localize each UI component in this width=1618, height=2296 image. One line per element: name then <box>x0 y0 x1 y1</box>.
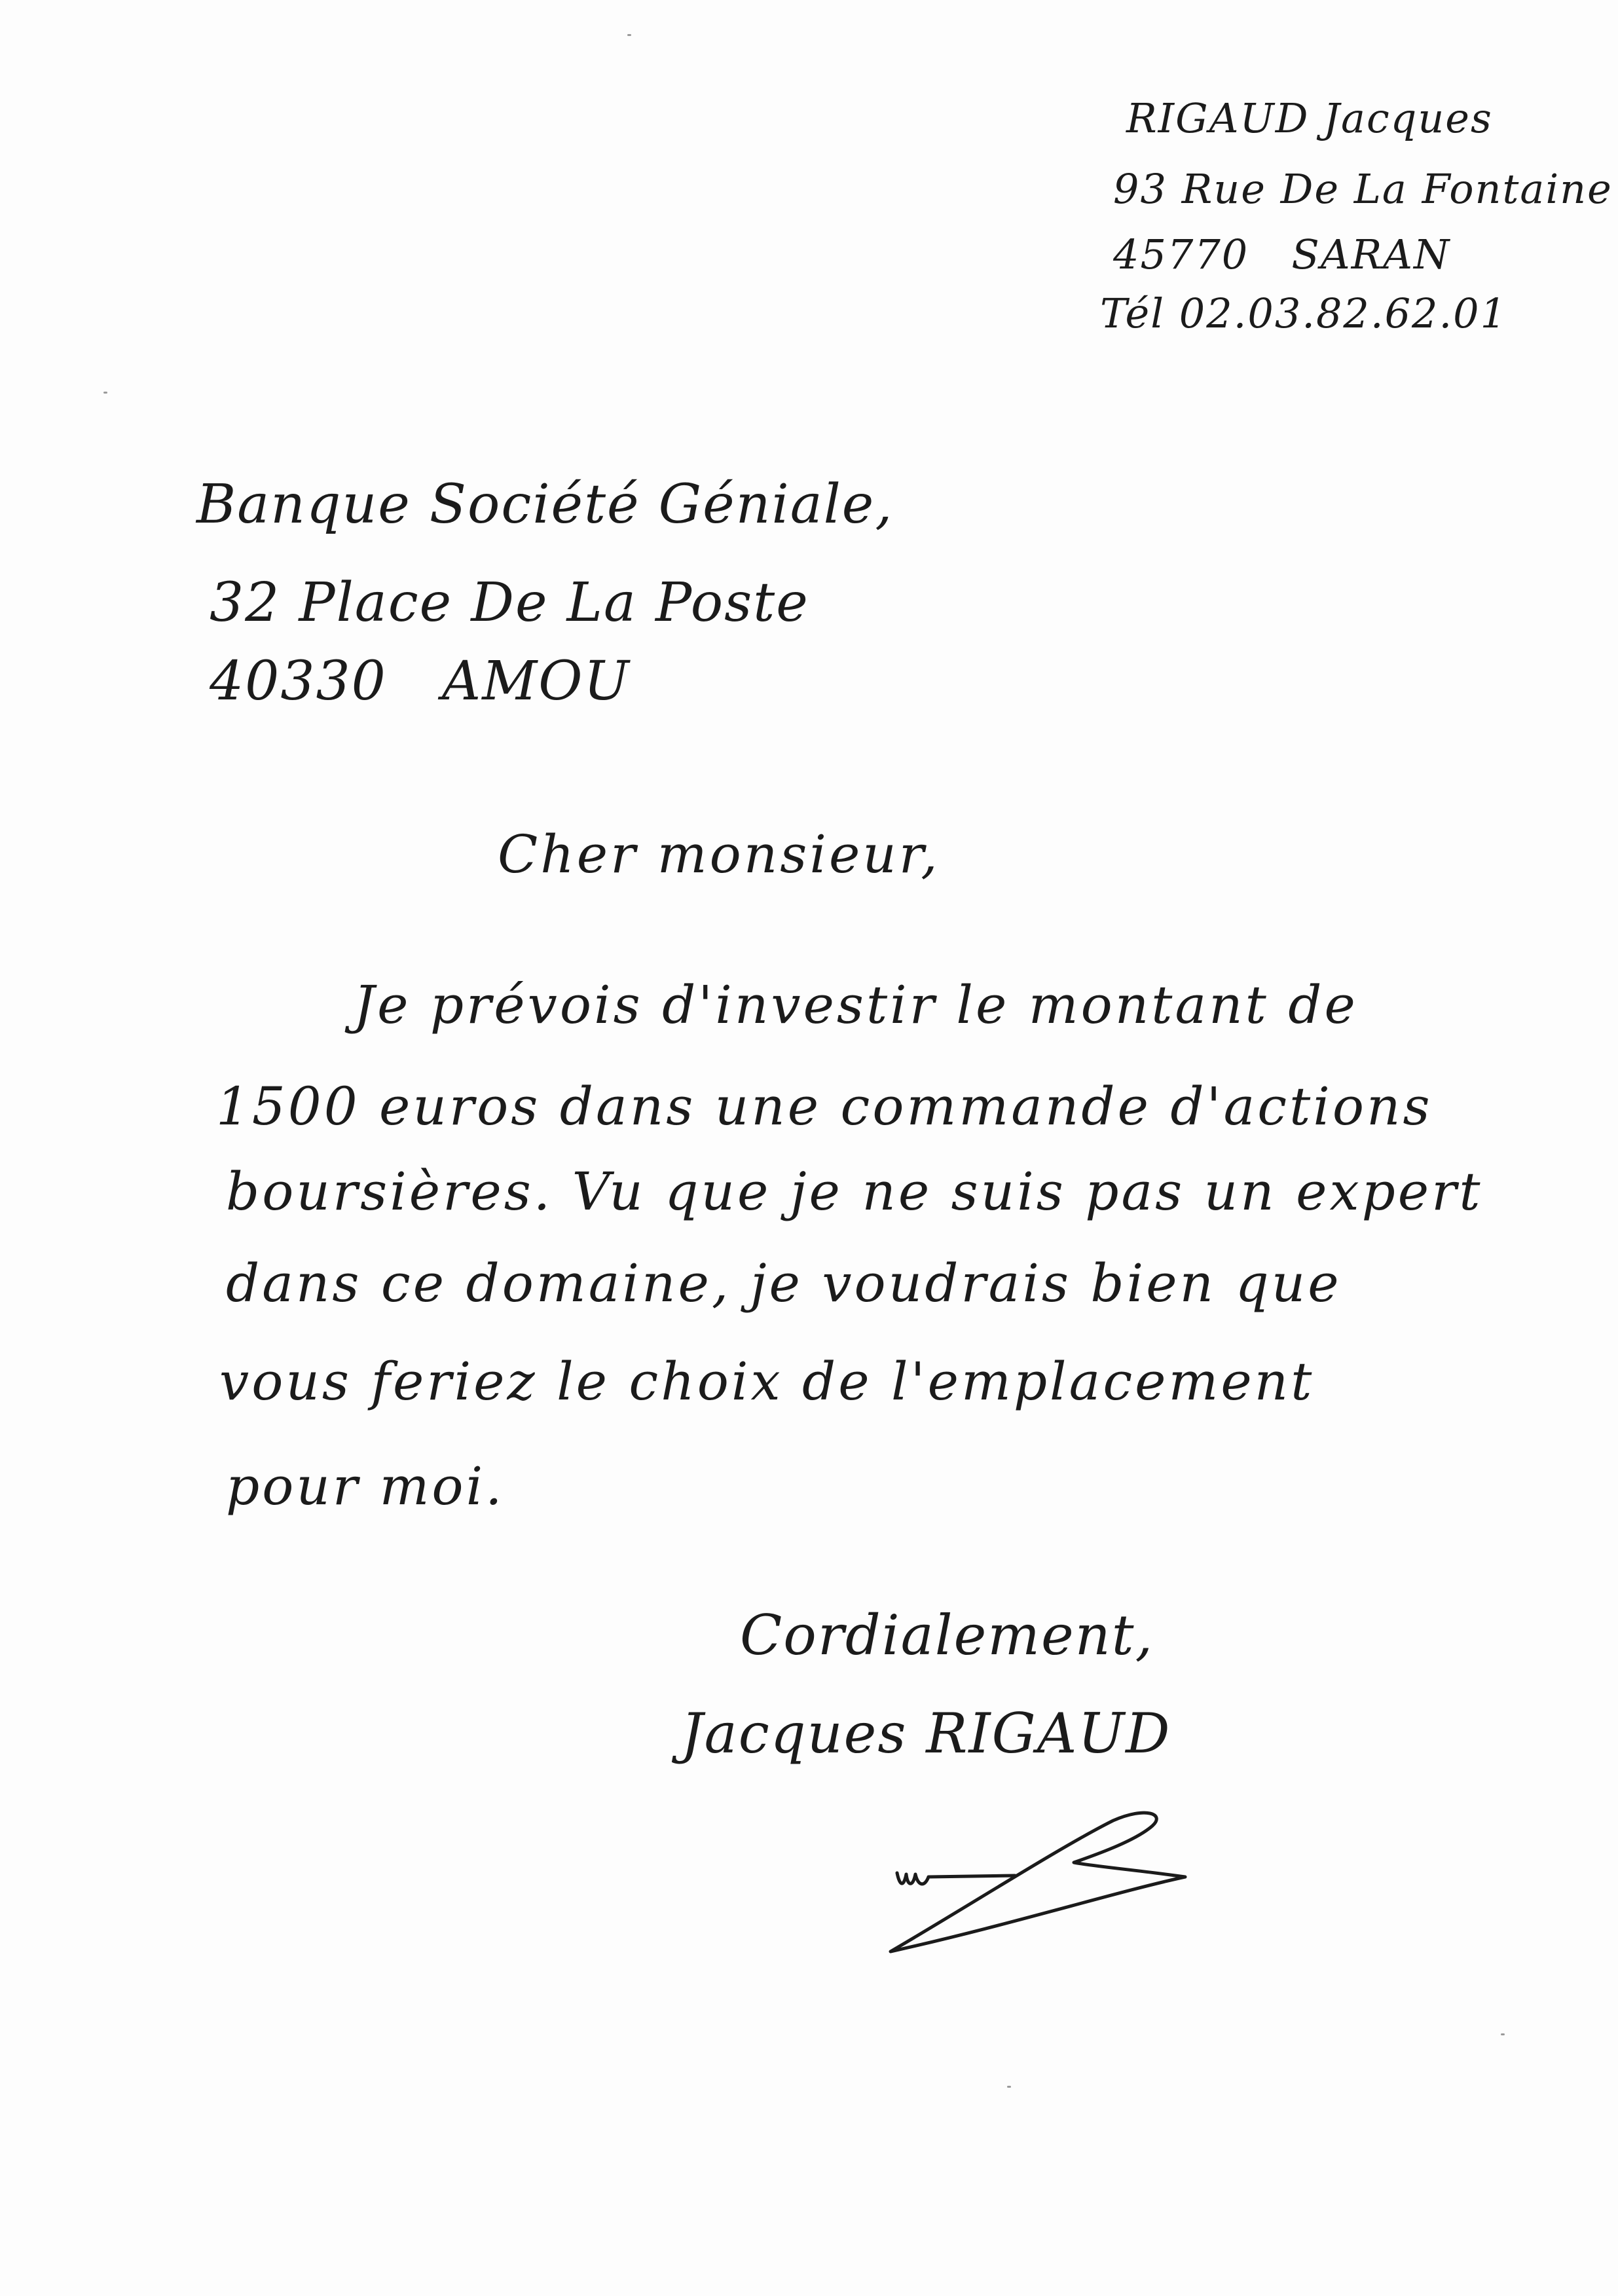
paper-speck <box>1501 2033 1505 2035</box>
recipient-city: 40330 AMOU <box>210 650 631 713</box>
body-line: boursières. Vu que je ne suis pas un expert <box>226 1161 1483 1222</box>
sender-name: RIGAUD Jacques <box>1126 94 1493 142</box>
sender-street: 93 Rue De La Fontaine <box>1113 165 1613 213</box>
closing: Cordialement, <box>740 1603 1154 1667</box>
body-line: pour moi. <box>226 1456 505 1517</box>
body-line: vous feriez le choix de l'emplacement <box>219 1351 1315 1412</box>
paper-speck <box>627 34 631 36</box>
recipient-street: 32 Place De La Poste <box>210 572 809 634</box>
paper-speck <box>103 392 107 394</box>
paper-speck <box>1007 2086 1011 2088</box>
handwritten-signature <box>877 1794 1198 1965</box>
body-line: dans ce domaine, je voudrais bien que <box>226 1253 1342 1314</box>
recipient-name: Banque Société Géniale, <box>196 473 894 536</box>
salutation: Cher monsieur, <box>498 824 940 885</box>
body-line: Je prévois d'investir le montant de <box>354 974 1358 1035</box>
signature-name: Jacques RIGAUD <box>681 1701 1171 1766</box>
sender-phone: Tél 02.03.82.62.01 <box>1100 289 1508 337</box>
sender-city: 45770 SARAN <box>1113 231 1451 278</box>
body-line: 1500 euros dans une commande d'actions <box>216 1076 1433 1137</box>
